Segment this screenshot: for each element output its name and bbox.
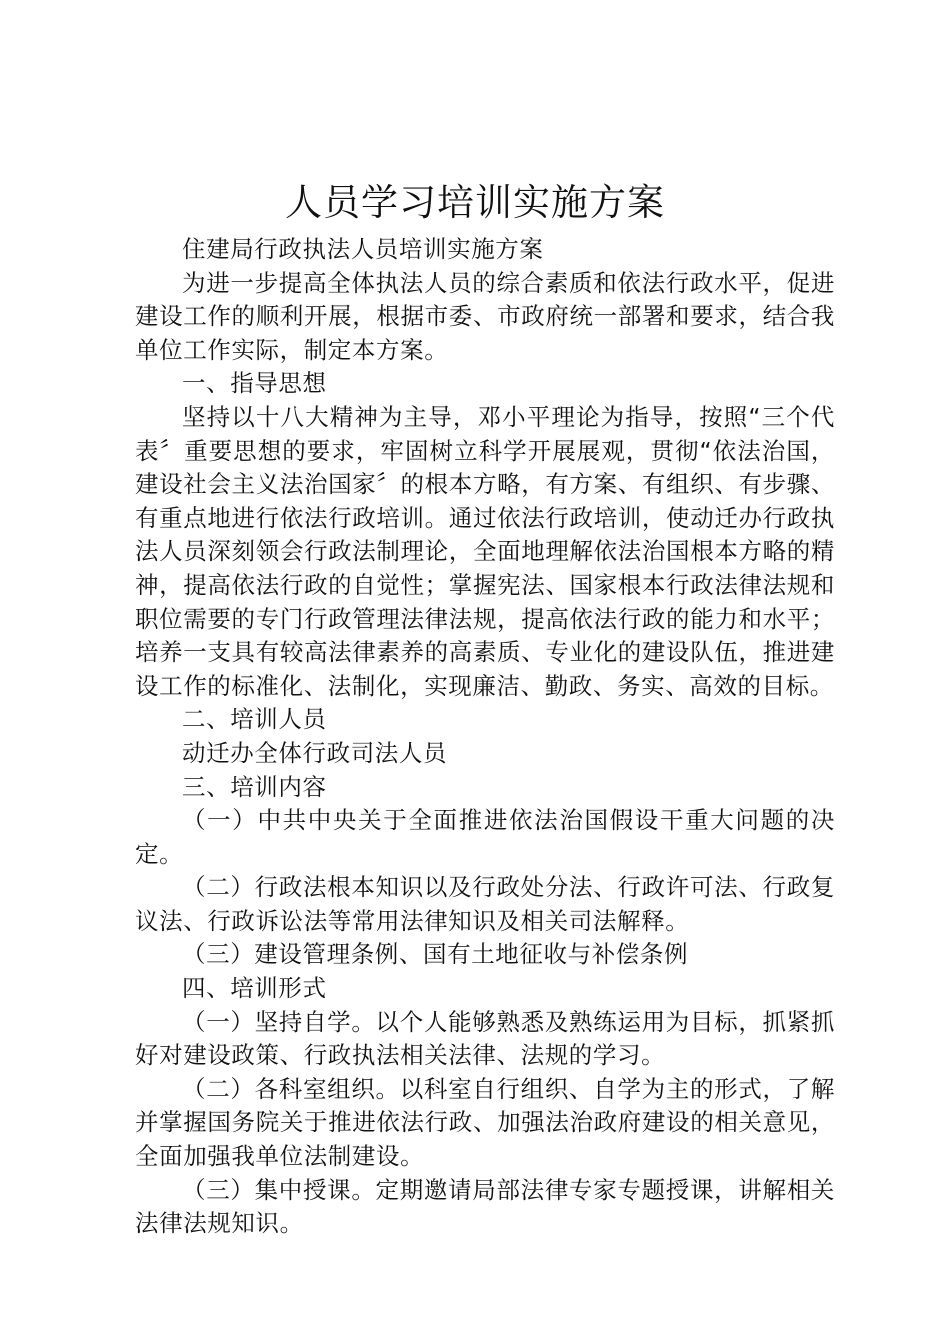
guiding-thought-paragraph: 坚持以十八大精神为主导，邓小平理论为指导，按照“三个代表〞重要思想的要求，牢固树立科学开展展观，贯彻“依法治国，建设社会主义法治国家〞的根本方略，有方案、有组织、有步骤、有重点地进行依法行政培训。通过依法行政培训，使动迁办行政执法人员深刻领会行政法制理论，全面地理解依法治国根本方略的精神，提高依法行政的自觉性；掌握宪法、国家根本行政法律法规和职位需要的专门行政管理法律法规，提高依法行政的能力和水平；培养一支具有较高法律素养的高素质、专业化的建设队伍，推进建设工作的标准化、法制化，实现廉洁、勤政、务实、高效的目标。 [135, 402, 835, 700]
section-heading-format: 四、培训形式 [182, 974, 327, 1003]
content-item-2: （二）行政法根本知识以及行政处分法、行政许可法、行政复议法、行政诉讼法等常用法律知识及相关司法解释。 [135, 873, 835, 935]
section-heading-content: 三、培训内容 [182, 772, 327, 801]
content-item-1: （一）中共中央关于全面推进依法治国假设干重大问题的决定。 [135, 806, 835, 868]
section-heading-trainees: 二、培训人员 [182, 705, 327, 734]
format-item-2: （二）各科室组织。以科室自行组织、自学为主的形式，了解并掌握国务院关于推进依法行政、加强法治政府建设的相关意见，全面加强我单位法制建设。 [135, 1074, 835, 1171]
content-item-3: （三）建设管理条例、国有土地征收与补偿条例 [182, 940, 689, 969]
document-body [135, 233, 835, 1241]
subtitle-paragraph: 住建局行政执法人员培训实施方案 [182, 235, 544, 263]
trainees-paragraph: 动迁办全体行政司法人员 [182, 738, 448, 767]
format-item-1: （一）坚持自学。以个人能够熟悉及熟练运用为目标，抓紧抓好对建设政策、行政执法相关法律、法规的学习。 [135, 1007, 835, 1070]
intro-paragraph: 为进一步提高全体执法人员的综合素质和依法行政水平，促进建设工作的顺利开展，根据市委、市政府统一部署和要求，结合我单位工作实际，制定本方案。 [135, 268, 835, 364]
document-title: 人员学习培训实施方案 [285, 181, 665, 224]
format-item-3: （三）集中授课。定期邀请局部法律专家专题授课，讲解相关法律法规知识。 [135, 1175, 835, 1238]
section-heading-guiding-thought: 一、指导思想 [182, 369, 327, 398]
